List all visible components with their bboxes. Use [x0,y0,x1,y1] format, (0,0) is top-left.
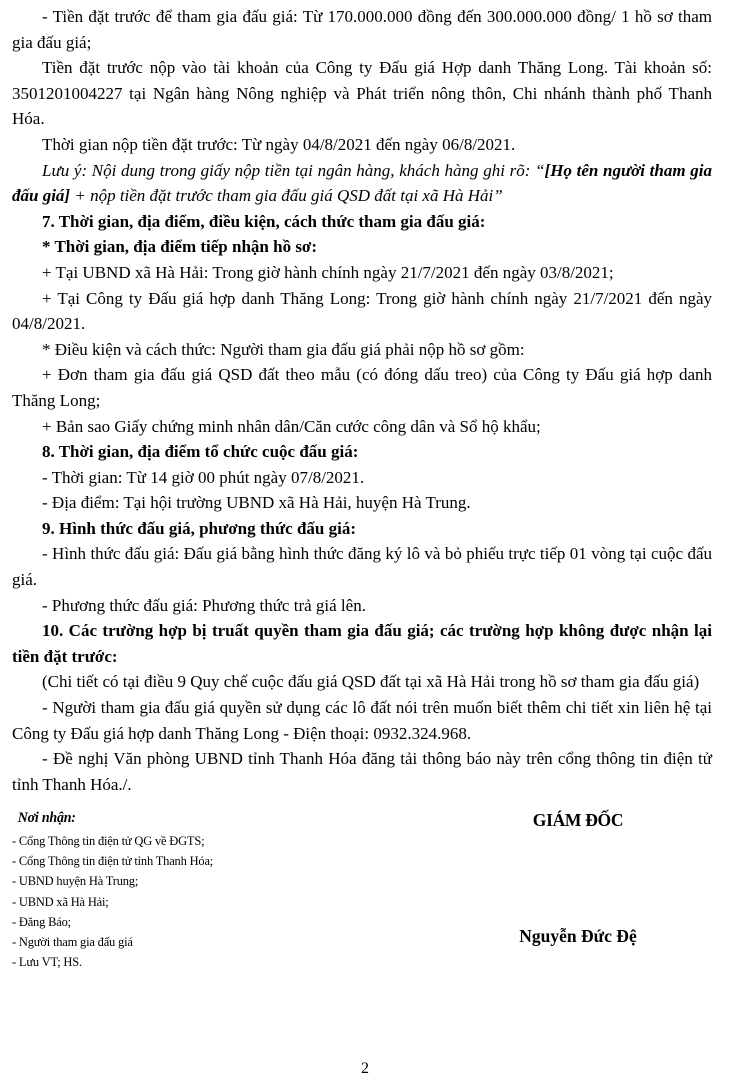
recipient-item: - Cổng Thông tin điện tử QG về ĐGTS; [12,832,205,848]
document-footer [12,808,712,972]
section-10-heading: 10. Các trường hợp bị truất quyền tham gia đấu giá; các trường hợp không được nhận lại tiền đặt trước: [12,621,712,666]
paragraph-receive-ubnd: + Tại UBND xã Hà Hải: Trong giờ hành chính ngày 21/7/2021 đến ngày 03/8/2021; [42,262,614,282]
section-8-heading: 8. Thời gian, địa điểm tổ chức cuộc đấu giá: [42,442,359,462]
paragraph-deposit-amount: - Tiền đặt trước để tham gia đấu giá: Từ 170.000.000 đồng đến 300.000.000 đồng/ 1 hồ sơ tham gia đấu giá; [12,7,712,52]
recipient-item: - UBND xã Hà Hải; [12,893,109,909]
paragraph-condition: * Điều kiện và cách thức: Người tham gia đấu giá phải nộp hồ sơ gồm: [42,339,525,359]
paragraph-auction-form: - Hình thức đấu giá: Đấu giá bằng hình thức đăng ký lô và bỏ phiếu trực tiếp 01 vòng tại cuộc đấu giá. [12,544,712,590]
paragraph-deposit-time: Thời gian nộp tiền đặt trước: Từ ngày 04/8/2021 đến ngày 06/8/2021. [42,134,516,154]
paragraph-publish: - Đề nghị Văn phòng UBND tỉnh Thanh Hóa đăng tải thông báo này trên cổng thông tin điện tử tỉnh Thanh Hóa./. [12,749,712,794]
recipient-item: - Lưu VT; HS. [12,954,82,970]
paragraph-note [12,158,712,209]
paragraph-auction-time: - Thời gian: Từ 14 giờ 00 phút ngày 07/8/2021. [42,467,365,487]
recipients-label: Nơi nhận: [17,810,76,827]
recipient-item: - Người tham gia đấu giá [12,934,133,950]
note-bold-part: [Họ tên người tham gia đấu giá] [12,160,712,206]
paragraph-contact: - Người tham gia đấu giá quyền sử dụng các lô đất nói trên muốn biết thêm chi tiết xin liên hệ tại Công ty Đấu giá hợp danh Thăng Long - Điện thoại: 0932.324.968. [12,698,712,743]
recipient-item: - UBND huyện Hà Trung; [12,873,139,889]
section-9-heading: 9. Hình thức đấu giá, phương thức đấu giá: [42,518,356,538]
note-prefix: Lưu ý: Nội dung trong giấy nộp tiền tại ngân hàng, khách hàng ghi rõ: “ [42,160,545,180]
paragraph-dossier-form: + Đơn tham gia đấu giá QSD đất theo mẫu (có đóng dấu treo) của Công ty Đấu giá hợp danh Thăng Long; [12,365,712,410]
paragraph-detail-10: (Chi tiết có tại điều 9 Quy chế cuộc đấu giá QSD đất tại xã Hà Hải trong hồ sơ tham gia đấu giá) [42,672,700,692]
recipient-item: - Cổng Thông tin điện tử tỉnh Thanh Hóa; [12,853,214,868]
paragraph-auction-place: - Địa điểm: Tại hội trường UBND xã Hà Hải, huyện Hà Trung. [42,493,471,513]
paragraph-deposit-account: Tiền đặt trước nộp vào tài khoản của Công ty Đấu giá Hợp danh Thăng Long. Tài khoản số: 3501201004227 tại Ngân hàng Nông nghiệp và Phát triển nông thôn, Chi nhánh thành phố Thanh Hóa. [12,58,712,129]
section-7-heading: 7. Thời gian, địa điểm, điều kiện, cách thức tham gia đấu giá: [42,211,486,231]
paragraph-receive-company: + Tại Công ty Đấu giá hợp danh Thăng Long: Trong giờ hành chính ngày 21/7/2021 đến ngày 04/8/2021. [12,288,712,334]
paragraph-auction-method: - Phương thức đấu giá: Phương thức trả giá lên. [42,595,366,615]
signer-name: Nguyễn Đức Đệ [519,926,637,946]
recipient-item: - Đăng Báo; [12,913,71,929]
recipients-block [12,808,213,972]
note-suffix: + nộp tiền đặt trước tham gia đấu giá QSD đất tại xã Hà Hải” [70,186,503,206]
signature-block [444,808,712,949]
signer-title: GIÁM ĐỐC [532,810,624,831]
page-number: 2 [361,1060,369,1078]
section-7-subheading: * Thời gian, địa điểm tiếp nhận hồ sơ: [42,237,318,257]
paragraph-dossier-id: + Bản sao Giấy chứng minh nhân dân/Căn cước công dân và Sổ hộ khẩu; [42,416,541,436]
